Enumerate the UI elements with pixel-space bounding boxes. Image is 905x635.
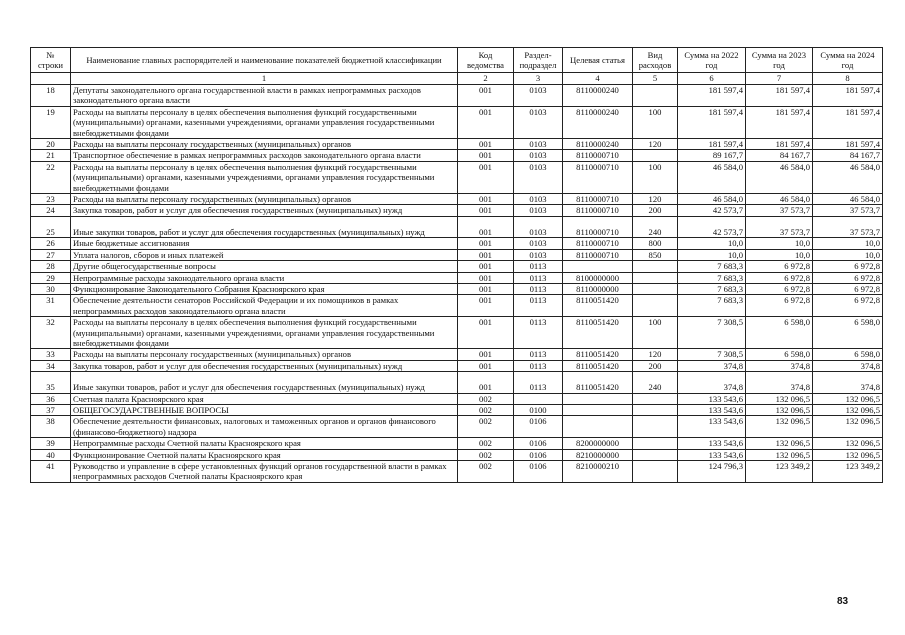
table-row xyxy=(31,238,883,249)
row-number-cell: 41 xyxy=(31,461,71,483)
sum-2024-cell: 374,8 xyxy=(813,372,883,393)
dept-code-cell: 001 xyxy=(458,205,514,216)
row-number-cell: 24 xyxy=(31,205,71,216)
sum-2024-cell: 37 573,7 xyxy=(813,216,883,237)
row-number-cell: 21 xyxy=(31,150,71,161)
sum-2023-cell: 6 598,0 xyxy=(746,349,813,360)
sum-2024-cell: 132 096,5 xyxy=(813,404,883,415)
row-number-cell: 28 xyxy=(31,261,71,272)
dept-code-cell: 001 xyxy=(458,349,514,360)
sum-2023-cell: 132 096,5 xyxy=(746,438,813,449)
sum-2024-cell: 46 584,0 xyxy=(813,194,883,205)
dept-code-cell: 002 xyxy=(458,438,514,449)
target-article-cell: 8100000000 xyxy=(563,272,633,283)
sum-2022-cell: 10,0 xyxy=(678,249,746,260)
target-article-cell xyxy=(563,261,633,272)
row-name-cell: Обеспечение деятельности финансовых, налоговых и таможенных органов и органов финансового (финансово-бюджетного) надзора xyxy=(71,416,458,438)
table-row xyxy=(31,393,883,404)
sum-2022-cell: 7 308,5 xyxy=(678,349,746,360)
row-name-cell: Расходы на выплаты персоналу в целях обеспечения выполнения функций государственными (муниципальными) органами, казенными учреждениями, органами управления государственными внебюджетными фондами xyxy=(71,161,458,193)
target-article-cell: 8110000240 xyxy=(563,85,633,107)
sum-2022-cell: 7 683,3 xyxy=(678,261,746,272)
target-article-cell: 8110000000 xyxy=(563,283,633,294)
section-cell: 0106 xyxy=(514,449,563,460)
header-expense-type: Вид расходов xyxy=(633,48,678,73)
sum-2022-cell: 7 308,5 xyxy=(678,317,746,349)
table-row xyxy=(31,85,883,107)
sum-2023-cell: 123 349,2 xyxy=(746,461,813,483)
target-article-cell: 8110051420 xyxy=(563,360,633,371)
section-cell: 0103 xyxy=(514,150,563,161)
dept-code-cell: 001 xyxy=(458,261,514,272)
sum-2023-cell: 10,0 xyxy=(746,249,813,260)
row-number-cell: 29 xyxy=(31,272,71,283)
row-name-cell: Непрограммные расходы законодательного органа власти xyxy=(71,272,458,283)
table-row xyxy=(31,161,883,193)
target-article-cell: 8110000710 xyxy=(563,194,633,205)
sum-2022-cell: 46 584,0 xyxy=(678,161,746,193)
row-name-cell: ОБЩЕГОСУДАРСТВЕННЫЕ ВОПРОСЫ xyxy=(71,404,458,415)
target-article-cell xyxy=(563,404,633,415)
target-article-cell: 8110000710 xyxy=(563,205,633,216)
expense-type-cell: 120 xyxy=(633,139,678,150)
sum-2023-cell: 6 972,8 xyxy=(746,283,813,294)
sum-2024-cell: 374,8 xyxy=(813,360,883,371)
target-article-cell: 8210000210 xyxy=(563,461,633,483)
target-article-cell: 8110000710 xyxy=(563,238,633,249)
table-row xyxy=(31,438,883,449)
sum-2022-cell: 42 573,7 xyxy=(678,205,746,216)
expense-type-cell xyxy=(633,295,678,317)
column-number: 7 xyxy=(746,73,813,85)
section-cell: 0113 xyxy=(514,283,563,294)
sum-2022-cell: 46 584,0 xyxy=(678,194,746,205)
expense-type-cell: 120 xyxy=(633,349,678,360)
sum-2023-cell: 132 096,5 xyxy=(746,393,813,404)
dept-code-cell: 002 xyxy=(458,461,514,483)
row-name-cell: Счетная палата Красноярского края xyxy=(71,393,458,404)
column-number xyxy=(31,73,71,85)
expense-type-cell xyxy=(633,283,678,294)
section-cell: 0103 xyxy=(514,249,563,260)
table-row xyxy=(31,249,883,260)
row-name-cell: Уплата налогов, сборов и иных платежей xyxy=(71,249,458,260)
expense-type-cell: 100 xyxy=(633,161,678,193)
target-article-cell xyxy=(563,393,633,404)
section-cell xyxy=(514,393,563,404)
row-number-cell: 31 xyxy=(31,295,71,317)
section-cell: 0103 xyxy=(514,216,563,237)
sum-2024-cell: 10,0 xyxy=(813,249,883,260)
table-row xyxy=(31,272,883,283)
table-row xyxy=(31,404,883,415)
sum-2022-cell: 133 543,6 xyxy=(678,416,746,438)
sum-2023-cell: 6 972,8 xyxy=(746,272,813,283)
row-name-cell: Руководство и управление в сфере установленных функций органов государственной власти в рамках непрограммных расходов Счетной палаты Красноярского края xyxy=(71,461,458,483)
sum-2022-cell: 7 683,3 xyxy=(678,295,746,317)
column-number: 5 xyxy=(633,73,678,85)
dept-code-cell: 001 xyxy=(458,85,514,107)
sum-2022-cell: 7 683,3 xyxy=(678,272,746,283)
row-name-cell: Функционирование Счетной палаты Красноярского края xyxy=(71,449,458,460)
expense-type-cell: 120 xyxy=(633,194,678,205)
sum-2023-cell: 6 972,8 xyxy=(746,261,813,272)
column-number: 8 xyxy=(813,73,883,85)
sum-2023-cell: 6 598,0 xyxy=(746,317,813,349)
table-row xyxy=(31,139,883,150)
target-article-cell: 8200000000 xyxy=(563,438,633,449)
row-number-cell: 40 xyxy=(31,449,71,460)
target-article-cell: 8110000240 xyxy=(563,106,633,138)
dept-code-cell: 001 xyxy=(458,283,514,294)
section-cell: 0106 xyxy=(514,416,563,438)
row-number-cell: 27 xyxy=(31,249,71,260)
table-row xyxy=(31,360,883,371)
row-name-cell: Расходы на выплаты персоналу государственных (муниципальных) органов xyxy=(71,139,458,150)
section-cell: 0113 xyxy=(514,372,563,393)
section-cell: 0113 xyxy=(514,261,563,272)
dept-code-cell: 001 xyxy=(458,194,514,205)
section-cell: 0113 xyxy=(514,317,563,349)
sum-2023-cell: 6 972,8 xyxy=(746,295,813,317)
section-cell: 0113 xyxy=(514,272,563,283)
sum-2022-cell: 374,8 xyxy=(678,372,746,393)
section-cell: 0106 xyxy=(514,438,563,449)
column-number: 3 xyxy=(514,73,563,85)
expense-type-cell xyxy=(633,272,678,283)
sum-2023-cell: 181 597,4 xyxy=(746,106,813,138)
row-number-cell: 30 xyxy=(31,283,71,294)
sum-2022-cell: 42 573,7 xyxy=(678,216,746,237)
sum-2022-cell: 374,8 xyxy=(678,360,746,371)
row-name-cell: Другие общегосударственные вопросы xyxy=(71,261,458,272)
expense-type-cell xyxy=(633,416,678,438)
table-row xyxy=(31,283,883,294)
row-number-cell: 37 xyxy=(31,404,71,415)
column-number: 2 xyxy=(458,73,514,85)
expense-type-cell xyxy=(633,404,678,415)
table-row xyxy=(31,150,883,161)
target-article-cell: 8110000710 xyxy=(563,150,633,161)
expense-type-cell xyxy=(633,438,678,449)
expense-type-cell: 100 xyxy=(633,317,678,349)
sum-2023-cell: 181 597,4 xyxy=(746,85,813,107)
row-number-cell: 25 xyxy=(31,216,71,237)
row-name-cell: Расходы на выплаты персоналу в целях обеспечения выполнения функций государственными (муниципальными) органами, казенными учреждениями, органами управления государственными внебюджетными фондами xyxy=(71,317,458,349)
header-dept-code: Код ведомства xyxy=(458,48,514,73)
header-row-number: № строки xyxy=(31,48,71,73)
dept-code-cell: 001 xyxy=(458,249,514,260)
sum-2022-cell: 133 543,6 xyxy=(678,438,746,449)
header-sum-2023: Сумма на 2023 год xyxy=(746,48,813,73)
section-cell: 0113 xyxy=(514,349,563,360)
dept-code-cell: 001 xyxy=(458,317,514,349)
sum-2024-cell: 6 972,8 xyxy=(813,261,883,272)
row-number-cell: 18 xyxy=(31,85,71,107)
target-article-cell: 8210000000 xyxy=(563,449,633,460)
section-cell: 0103 xyxy=(514,205,563,216)
sum-2023-cell: 374,8 xyxy=(746,372,813,393)
sum-2022-cell: 133 543,6 xyxy=(678,393,746,404)
dept-code-cell: 001 xyxy=(458,238,514,249)
sum-2024-cell: 10,0 xyxy=(813,238,883,249)
table-row xyxy=(31,216,883,237)
header-sum-2022: Сумма на 2022 год xyxy=(678,48,746,73)
target-article-cell: 8110051420 xyxy=(563,295,633,317)
target-article-cell: 8110000710 xyxy=(563,216,633,237)
sum-2022-cell: 181 597,4 xyxy=(678,106,746,138)
row-name-cell: Расходы на выплаты персоналу государственных (муниципальных) органов xyxy=(71,194,458,205)
expense-type-cell xyxy=(633,461,678,483)
section-cell: 0103 xyxy=(514,161,563,193)
row-name-cell: Транспортное обеспечение в рамках непрограммных расходов законодательного органа власти xyxy=(71,150,458,161)
target-article-cell: 8110051420 xyxy=(563,372,633,393)
section-cell: 0113 xyxy=(514,295,563,317)
row-number-cell: 32 xyxy=(31,317,71,349)
dept-code-cell: 001 xyxy=(458,272,514,283)
sum-2024-cell: 6 598,0 xyxy=(813,349,883,360)
sum-2024-cell: 6 972,8 xyxy=(813,283,883,294)
dept-code-cell: 001 xyxy=(458,106,514,138)
dept-code-cell: 002 xyxy=(458,449,514,460)
header-target-article: Целевая статья xyxy=(563,48,633,73)
budget-table xyxy=(30,47,883,483)
expense-type-cell: 850 xyxy=(633,249,678,260)
dept-code-cell: 001 xyxy=(458,139,514,150)
row-number-cell: 39 xyxy=(31,438,71,449)
expense-type-cell xyxy=(633,393,678,404)
target-article-cell xyxy=(563,416,633,438)
row-number-cell: 38 xyxy=(31,416,71,438)
row-name-cell: Иные закупки товаров, работ и услуг для обеспечения государственных (муниципальных) нужд xyxy=(71,216,458,237)
table-row xyxy=(31,106,883,138)
dept-code-cell: 002 xyxy=(458,416,514,438)
row-name-cell: Закупка товаров, работ и услуг для обеспечения государственных (муниципальных) нужд xyxy=(71,205,458,216)
dept-code-cell: 001 xyxy=(458,161,514,193)
dept-code-cell: 001 xyxy=(458,295,514,317)
table-row xyxy=(31,194,883,205)
sum-2024-cell: 181 597,4 xyxy=(813,85,883,107)
dept-code-cell: 001 xyxy=(458,360,514,371)
section-cell: 0100 xyxy=(514,404,563,415)
column-numbers-row xyxy=(31,73,883,85)
row-number-cell: 34 xyxy=(31,360,71,371)
table-header-row xyxy=(31,48,883,73)
sum-2024-cell: 132 096,5 xyxy=(813,416,883,438)
sum-2024-cell: 132 096,5 xyxy=(813,393,883,404)
sum-2024-cell: 6 972,8 xyxy=(813,272,883,283)
sum-2023-cell: 46 584,0 xyxy=(746,161,813,193)
sum-2022-cell: 124 796,3 xyxy=(678,461,746,483)
row-name-cell: Расходы на выплаты персоналу в целях обеспечения выполнения функций государственными (муниципальными) органами, казенными учреждениями, органами управления государственными внебюджетными фондами xyxy=(71,106,458,138)
column-number: 1 xyxy=(71,73,458,85)
column-number: 4 xyxy=(563,73,633,85)
row-number-cell: 36 xyxy=(31,393,71,404)
target-article-cell: 8110051420 xyxy=(563,349,633,360)
expense-type-cell: 240 xyxy=(633,216,678,237)
expense-type-cell: 200 xyxy=(633,205,678,216)
sum-2024-cell: 84 167,7 xyxy=(813,150,883,161)
section-cell: 0103 xyxy=(514,139,563,150)
sum-2023-cell: 374,8 xyxy=(746,360,813,371)
sum-2022-cell: 10,0 xyxy=(678,238,746,249)
row-number-cell: 35 xyxy=(31,372,71,393)
header-section: Раздел-подраздел xyxy=(514,48,563,73)
expense-type-cell: 240 xyxy=(633,372,678,393)
table-row xyxy=(31,416,883,438)
row-name-cell: Закупка товаров, работ и услуг для обеспечения государственных (муниципальных) нужд xyxy=(71,360,458,371)
row-number-cell: 33 xyxy=(31,349,71,360)
sum-2023-cell: 132 096,5 xyxy=(746,404,813,415)
column-number: 6 xyxy=(678,73,746,85)
sum-2024-cell: 37 573,7 xyxy=(813,205,883,216)
expense-type-cell xyxy=(633,261,678,272)
table-row xyxy=(31,449,883,460)
sum-2022-cell: 7 683,3 xyxy=(678,283,746,294)
row-name-cell: Иные бюджетные ассигнования xyxy=(71,238,458,249)
table-row xyxy=(31,261,883,272)
table-body xyxy=(31,85,883,483)
table-row xyxy=(31,295,883,317)
section-cell: 0103 xyxy=(514,194,563,205)
sum-2024-cell: 123 349,2 xyxy=(813,461,883,483)
row-name-cell: Непрограммные расходы Счетной палаты Красноярского края xyxy=(71,438,458,449)
sum-2023-cell: 181 597,4 xyxy=(746,139,813,150)
sum-2024-cell: 6 598,0 xyxy=(813,317,883,349)
row-name-cell: Иные закупки товаров, работ и услуг для обеспечения государственных (муниципальных) нужд xyxy=(71,372,458,393)
sum-2023-cell: 132 096,5 xyxy=(746,416,813,438)
page-number: 83 xyxy=(837,596,849,607)
section-cell: 0103 xyxy=(514,85,563,107)
sum-2022-cell: 181 597,4 xyxy=(678,139,746,150)
sum-2024-cell: 6 972,8 xyxy=(813,295,883,317)
row-name-cell: Обеспечение деятельности сенаторов Российской Федерации и их помощников в рамках непрограммных расходов законодательного органа власти xyxy=(71,295,458,317)
sum-2023-cell: 10,0 xyxy=(746,238,813,249)
row-number-cell: 23 xyxy=(31,194,71,205)
expense-type-cell: 800 xyxy=(633,238,678,249)
row-number-cell: 20 xyxy=(31,139,71,150)
dept-code-cell: 001 xyxy=(458,150,514,161)
sum-2023-cell: 84 167,7 xyxy=(746,150,813,161)
expense-type-cell xyxy=(633,85,678,107)
header-sum-2024: Сумма на 2024 год xyxy=(813,48,883,73)
dept-code-cell: 001 xyxy=(458,216,514,237)
dept-code-cell: 001 xyxy=(458,372,514,393)
row-name-cell: Депутаты законодательного органа государственной власти в рамках непрограммных расходов законодательного органа власти xyxy=(71,85,458,107)
table-row xyxy=(31,372,883,393)
sum-2023-cell: 132 096,5 xyxy=(746,449,813,460)
target-article-cell: 8110000710 xyxy=(563,249,633,260)
row-number-cell: 22 xyxy=(31,161,71,193)
section-cell: 0103 xyxy=(514,106,563,138)
table-row xyxy=(31,205,883,216)
section-cell: 0113 xyxy=(514,360,563,371)
sum-2024-cell: 181 597,4 xyxy=(813,106,883,138)
section-cell: 0103 xyxy=(514,238,563,249)
row-number-cell: 26 xyxy=(31,238,71,249)
table-row xyxy=(31,461,883,483)
table-row xyxy=(31,349,883,360)
sum-2024-cell: 181 597,4 xyxy=(813,139,883,150)
sum-2023-cell: 46 584,0 xyxy=(746,194,813,205)
header-name: Наименование главных распорядителей и наименование показателей бюджетной классификации xyxy=(71,48,458,73)
dept-code-cell: 002 xyxy=(458,404,514,415)
target-article-cell: 8110051420 xyxy=(563,317,633,349)
expense-type-cell: 100 xyxy=(633,106,678,138)
sum-2022-cell: 133 543,6 xyxy=(678,449,746,460)
sum-2022-cell: 181 597,4 xyxy=(678,85,746,107)
sum-2023-cell: 37 573,7 xyxy=(746,216,813,237)
target-article-cell: 8110000240 xyxy=(563,139,633,150)
expense-type-cell: 200 xyxy=(633,360,678,371)
sum-2024-cell: 132 096,5 xyxy=(813,438,883,449)
dept-code-cell: 002 xyxy=(458,393,514,404)
sum-2024-cell: 132 096,5 xyxy=(813,449,883,460)
row-number-cell: 19 xyxy=(31,106,71,138)
expense-type-cell xyxy=(633,449,678,460)
sum-2022-cell: 89 167,7 xyxy=(678,150,746,161)
sum-2023-cell: 37 573,7 xyxy=(746,205,813,216)
table-row xyxy=(31,317,883,349)
sum-2022-cell: 133 543,6 xyxy=(678,404,746,415)
section-cell: 0106 xyxy=(514,461,563,483)
sum-2024-cell: 46 584,0 xyxy=(813,161,883,193)
row-name-cell: Расходы на выплаты персоналу государственных (муниципальных) органов xyxy=(71,349,458,360)
row-name-cell: Функционирование Законодательного Собрания Красноярского края xyxy=(71,283,458,294)
target-article-cell: 8110000710 xyxy=(563,161,633,193)
expense-type-cell xyxy=(633,150,678,161)
